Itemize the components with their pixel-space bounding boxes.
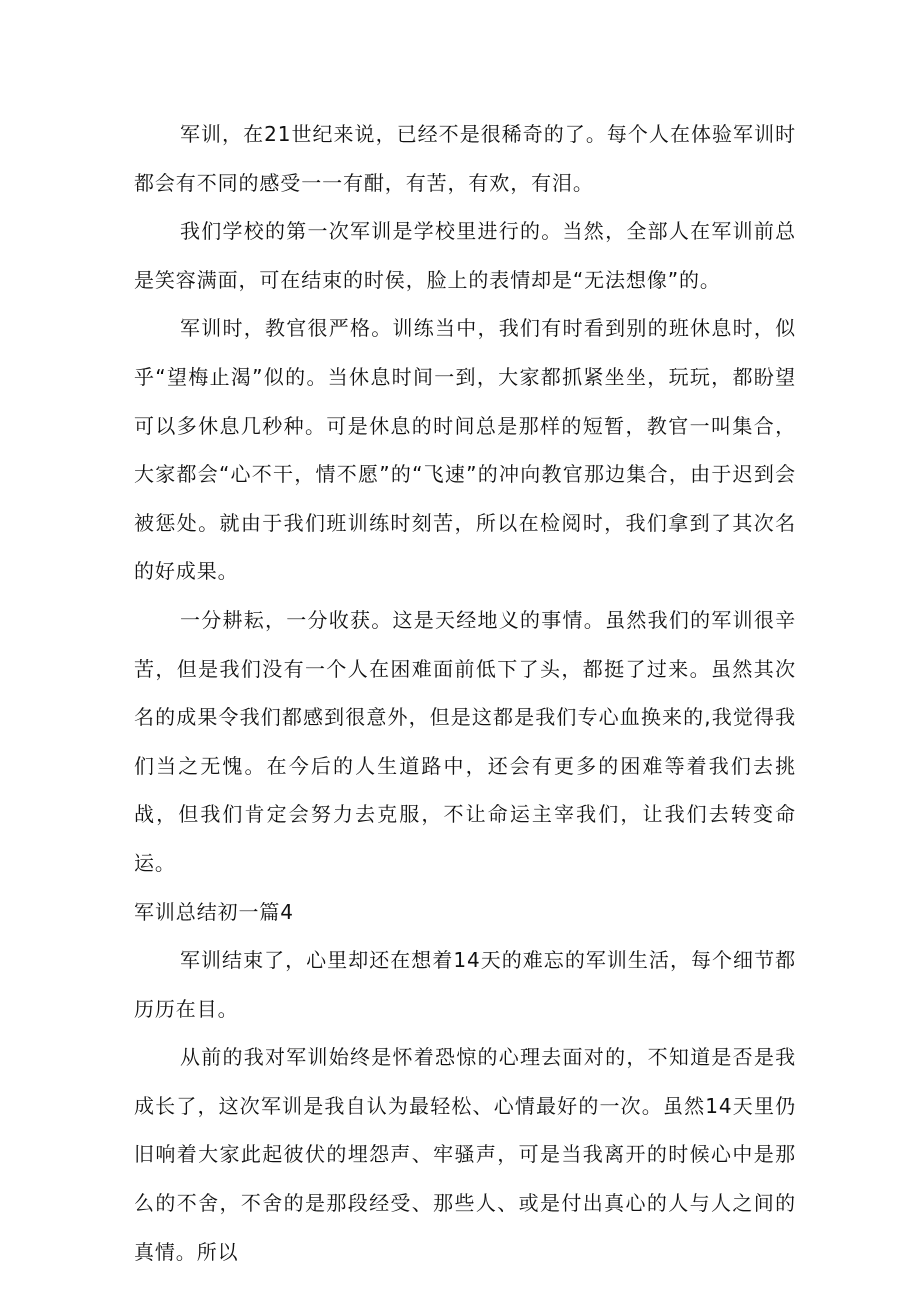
- paragraph: 我们学校的第一次军训是学校里进行的。当然，全部人在军训前总是笑容满面，可在结束的时侯，脸上的表情却是“无法想像”的。: [134, 219, 796, 292]
- paragraph: 军训结束了，心里却还在想着14天的难忘的军训生活，每个细节都历历在目。: [134, 948, 796, 1021]
- paragraph: 军训时，教官很严格。训练当中，我们有时看到别的班休息时，似乎“望梅止渴”似的。当休息时间一到，大家都抓紧坐坐，玩玩，都盼望可以多休息几秒种。可是休息的时间总是那样的短暂，教官一叫集合，大家都会“心不干，情不愿”的“飞速”的冲向教官那边集合，由于迟到会被惩处。就由于我们班训练时刻苦，所以在检阅时，我们拿到了其次名的好成果。: [134, 316, 796, 584]
- paragraph: 一分耕耘，一分收获。这是天经地义的事情。虽然我们的军训很辛苦，但是我们没有一个人在困难面前低下了头，都挺了过来。虽然其次名的成果令我们都感到很意外，但是这都是我们专心血换来的,我觉得我们当之无愧。在今后的人生道路中，还会有更多的困难等着我们去挑战，但我们肯定会努力去克服，不让命运主宰我们，让我们去转变命运。: [134, 607, 796, 875]
- section-heading: 军训总结初一篇4: [134, 899, 294, 924]
- paragraph: 从前的我对军训始终是怀着恐惊的心理去面对的，不知道是否是我成长了，这次军训是我自认为最轻松、心情最好的一次。虽然14天里仍旧响着大家此起彼伏的埋怨声、牢骚声，可是当我离开的时候心中是那么的不舍，不舍的是那段经受、那些人、或是付出真心的人与人之间的真情。所以: [134, 1045, 796, 1264]
- document-body: [134, 110, 796, 1276]
- paragraph: 军训，在21世纪来说，已经不是很稀奇的了。每个人在体验军训时都会有不同的感受一一有酣，有苦，有欢，有泪。: [134, 122, 796, 195]
